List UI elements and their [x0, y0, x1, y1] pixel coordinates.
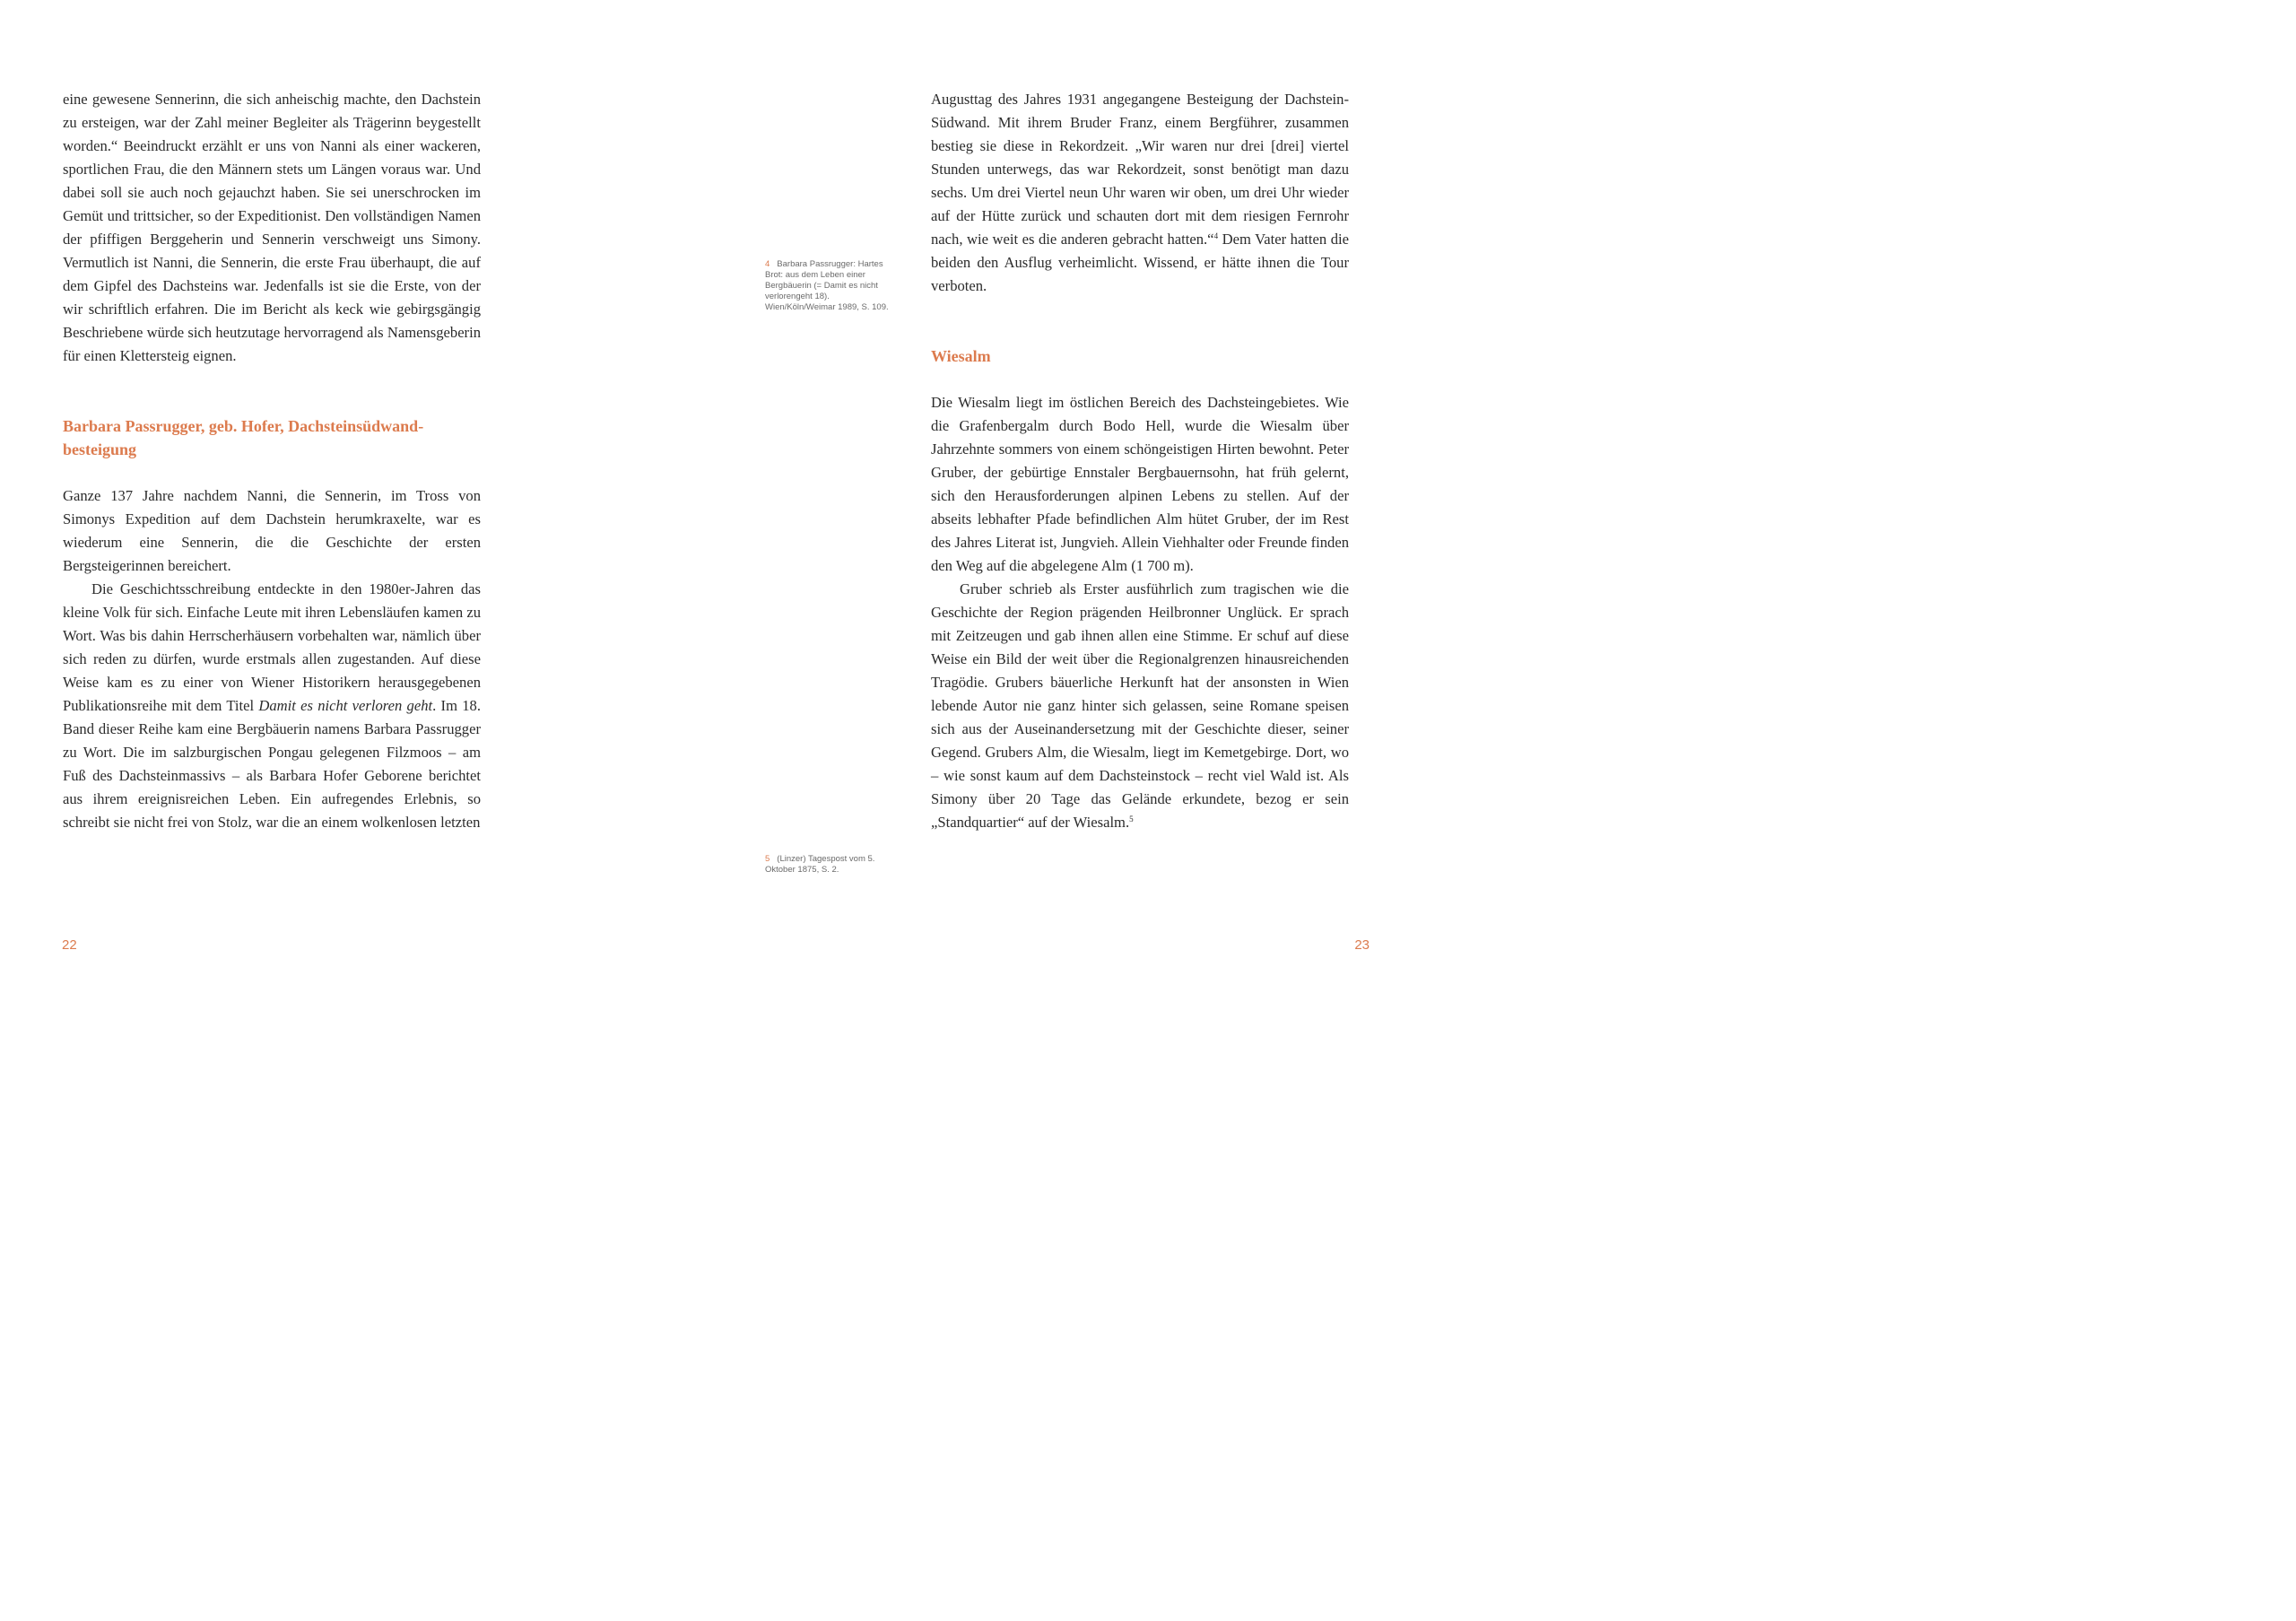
paragraph: [63, 578, 481, 834]
right-text-column: [931, 88, 1349, 834]
paragraph: eine gewesene Sennerinn, die sich anheischig machte, den Dachstein zu ersteigen, war der Zahl meiner Begleiter als Trägerinn beygestellt worden.“ Beeindruckt erzählt er uns von Nanni als einer wackeren, sportlichen Frau, die den Männern stets um Längen voraus war. Und dabei soll sie auch noch gejauchzt haben. Sie sei unerschrocken im Gemüt und trittsicher, so der Expeditionist. Den vollständigen Namen der pfiffigen Berggeherin und Sennerin verschweigt uns Simony. Vermutlich ist Nanni, die Sennerin, die erste Frau überhaupt, die auf dem Gipfel des Dachsteins war. Jedenfalls ist sie die Erste, von der wir schriftlich erfahren. Die im Bericht als keck wie gebirgsgängig Beschriebene würde sich heutzutage hervorragend als Namensgeberin für einen Klettersteig eignen.: [63, 91, 481, 364]
paragraph-text: Augusttag des Jahres 1931 angegangene Besteigung der Dachstein-Südwand. Mit ihrem Bruder Franz, einem Bergführer, zusammen bestieg sie diese in Rekordzeit. „Wir waren nur drei [drei] viertel Stunden unterwegs, das war Rekordzeit, sonst benötigt man dazu sechs. Um drei Viertel neun Uhr waren wir oben, um drei Uhr wieder auf der Hütte zurück und schauten dort mit dem riesigen Fernrohr nach, wie weit es die anderen gebracht hatten.“: [931, 91, 1349, 248]
paragraph: [931, 578, 1349, 834]
paragraph-text: Gruber schrieb als Erster ausführlich zum tragischen wie die Geschichte der Region prägenden Heilbronner Unglück. Er sprach mit Zeitzeugen und gab ihnen allen eine Stimme. Er schuf auf diese Weise ein Bild der weit über die Regionalgrenzen hinausreichenden Tragödie. Grubers bäuerliche Herkunft hat der ansonsten in Wien lebende Autor nie ganz hinter sich gelassen, seine Romane speisen sich aus der Auseinandersetzung mit der Geschichte dieser, seiner Gegend. Grubers Alm, die Wiesalm, liegt im Kemetgebirge. Dort, wo – wie sonst kaum auf dem Dachsteinstock – recht viel Wald ist. Als Simony über 20 Tage das Gelände erkundete, bezog er sein „Standquartier“ auf der Wiesalm.: [931, 580, 1349, 831]
paragraph: Ganze 137 Jahre nachdem Nanni, die Sennerin, im Tross von Simonys Expedition auf dem Dachstein herumkraxelte, war es wiederum eine Sennerin, die die Geschichte der ersten Bergsteigerinnen bereichert.: [63, 487, 481, 574]
paragraph: Die Wiesalm liegt im östlichen Bereich des Dachsteingebietes. Wie die Grafenbergalm durch Bodo Hell, wurde die Wiesalm über Jahrzehnte sommers von einem schöngeistigen Hirten bewohnt. Peter Gruber, der gebürtige Ennstaler Bergbauernsohn, hat früh gelernt, sich den Herausforderungen alpinen Lebens zu stellen. Auf der abseits lebhafter Pfade befindlichen Alm hütet Gruber, der im Rest des Jahres Literat ist, Jungvieh. Allein Viehhalter oder Freunde finden den Weg auf die abgelegene Alm (1 700 m).: [931, 394, 1349, 574]
footnote-number: 5: [765, 854, 770, 864]
footnote-4: [765, 259, 900, 313]
section-heading-passrugger: Barbara Passrugger, geb. Hofer, Dachsteinsüdwandbesteigung: [63, 417, 424, 458]
page-number-right: 23: [1354, 937, 1370, 953]
paragraph-text: Die Geschichtsschreibung entdeckte in den 1980er-Jahren das kleine Volk für sich. Einfache Leute mit ihren Lebensläufen kamen zu Wort. Was bis dahin Herrscherhäusern vorbehalten war, nämlich über sich reden zu dürfen, wurde erstmals allen zugestanden. Auf diese Weise kam es zu einer von Wiener Historikern herausgegebenen Publikationsreihe mit dem Titel: [63, 580, 481, 714]
left-page: [0, 0, 695, 982]
footnote-number: 4: [765, 259, 770, 269]
right-page: [695, 0, 1391, 982]
paragraph-text: Dem Vater hatten die beiden den Ausflug verheimlicht. Wissend, er hätte ihnen die Tour verboten.: [931, 231, 1349, 294]
book-title: Damit es nicht verloren geht: [258, 697, 433, 714]
section-heading-wiesalm: Wiesalm: [931, 347, 991, 365]
footnote-5: [765, 854, 900, 876]
page-number-left: 22: [62, 937, 77, 953]
footnote-ref: 4: [1213, 231, 1219, 240]
paragraph-text: . Im 18. Band dieser Reihe kam eine Bergbäuerin namens Barbara Passrugger zu Wort. Die im salzburgischen Pongau gelegenen Filzmoos – am Fuß des Dachsteinmassivs – als Barbara Hofer Geborene berichtet aus ihrem ereignisreichen Leben. Ein aufregendes Erlebnis, so schreibt sie nicht frei von Stolz, war die an einem wolkenlosen letzten: [63, 697, 481, 831]
left-text-column: [63, 88, 481, 834]
paragraph: [931, 88, 1349, 298]
footnote-ref: 5: [1129, 815, 1134, 824]
footnote-text: Barbara Passrugger: Hartes Brot: aus dem Leben einer Bergbäuerin (= Damit es nicht verlorengeht 18). Wien/Köln/Weimar 1989, S. 109.: [765, 259, 889, 312]
footnote-text: (Linzer) Tagespost vom 5. Oktober 1875, S. 2.: [765, 854, 875, 875]
